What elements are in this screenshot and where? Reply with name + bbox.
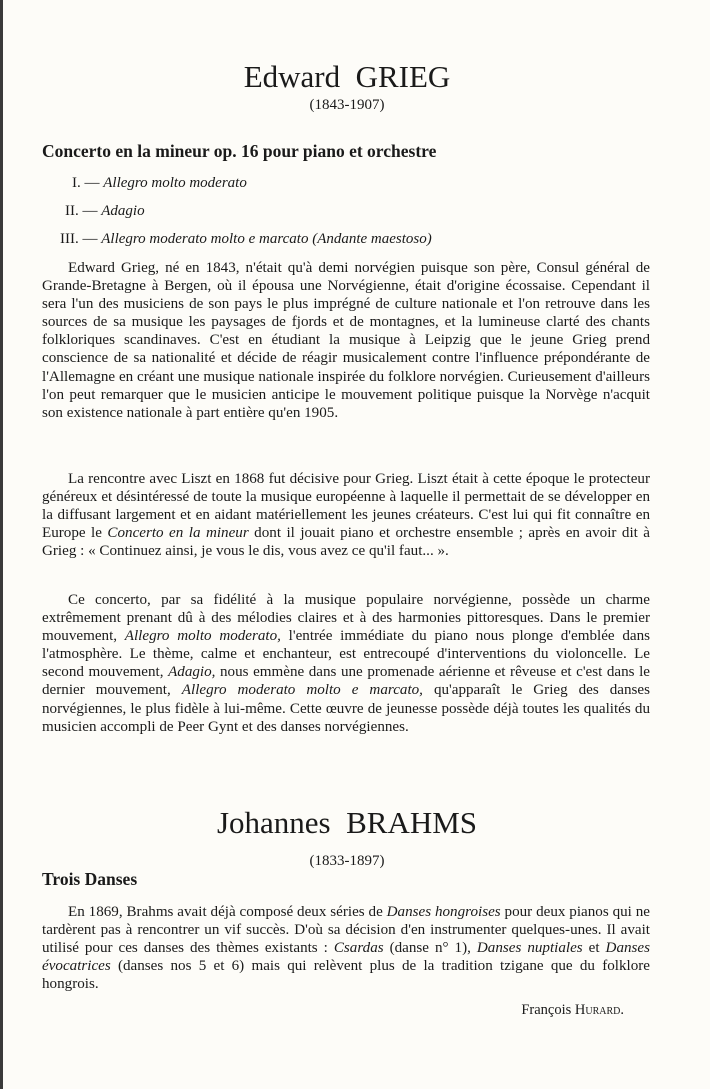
signature-first-name: François bbox=[521, 1002, 572, 1018]
italic-run: Danses hongroises bbox=[386, 904, 501, 920]
movement-3-dash: — bbox=[82, 231, 98, 247]
grieg-paragraph-3 bbox=[42, 591, 650, 736]
text-run: (danses nos 5 et 6) mais qui relèvent plus de la tradition tzigane que du folklore hongrois. bbox=[42, 958, 650, 993]
movement-2-dash: — bbox=[82, 203, 98, 219]
grieg-first-name: Edward bbox=[243, 59, 341, 94]
page-edge bbox=[0, 0, 3, 1089]
movement-1-title: Allegro molto moderato bbox=[103, 175, 247, 191]
movement-3-title: Allegro moderato molto e marcato (Andante maestoso) bbox=[101, 231, 432, 247]
concerto-title-italic: Concerto en la mineur bbox=[107, 525, 249, 542]
author-signature bbox=[521, 1002, 624, 1019]
italic-run: Allegro molto moderato, bbox=[124, 628, 281, 645]
movement-1-num: I. bbox=[72, 175, 81, 191]
grieg-dates: (1843-1907) bbox=[309, 97, 385, 113]
text-run: et bbox=[582, 940, 606, 957]
brahms-first-name: Johannes bbox=[216, 805, 331, 840]
grieg-last-name: GRIEG bbox=[355, 59, 451, 94]
brahms-last-name: BRAHMS bbox=[346, 805, 478, 840]
italic-run: Csardas bbox=[333, 940, 384, 957]
text-run: En 1869, Brahms avait déjà composé deux séries de bbox=[68, 904, 387, 920]
grieg-paragraph-2 bbox=[42, 470, 650, 560]
grieg-paragraph-1: Edward Grieg, né en 1843, n'était qu'à demi norvégien puisque son père, Consul général de Grande-Bretagne à Bergen, où il épousa une Norvégienne, était d'origine écossaise. Cependant il sera l'un des musiciens de son pays le plus imprégné de culture nationale et l'on retrouve dans les sources de sa musique les paysages de fjords et de montagnes, et la lumineuse clarté des chants folkloriques scandinaves. C'est en étudiant la musique à Leipzig que le jeune Grieg prend conscience de sa nationalité et décide de réagir musicalement contre l'influence prépondérante de l'Allemagne en créant une musique nationale inspirée du folklore norvégien. Curieusement d'ailleurs l'on peut remarquer que le musicien anticipe le mouvement politique puisque la Norvège n'acquit son existence nationale à part entière qu'en 1905. bbox=[42, 260, 650, 421]
text-run: nous emmène dans une promenade aérienne et rêveuse et c'est dans le dernier mouvement, bbox=[42, 664, 650, 699]
movement-3-num: III. bbox=[60, 231, 79, 247]
brahms-work-title: Trois Danses bbox=[42, 869, 138, 889]
movement-2-num: II. bbox=[65, 203, 79, 219]
movement-1 bbox=[72, 174, 247, 192]
text-run: l'entrée immédiate du piano nous plonge d'emblée dans l'atmosphère. Le thème, calme et enchanteur, est entrecoupé d'interventions du violoncelle. Le second mouvement, bbox=[42, 628, 650, 681]
brahms-heading bbox=[42, 805, 652, 841]
movement-2-title: Adagio bbox=[101, 203, 145, 219]
text-run: pour deux pianos qui ne tardèrent pas à rencontrer un vif succès. D'où sa décision d'en instrumenter quelques-unes. Il avait utilisé pour ces danses des thèmes existants : bbox=[42, 904, 650, 957]
signature-last-name: Hurard. bbox=[574, 1002, 624, 1018]
italic-run: Danses nuptiales bbox=[476, 940, 583, 957]
movement-2 bbox=[65, 202, 145, 220]
text-run: La rencontre avec Liszt en 1868 fut décisive pour Grieg. Liszt était à cette époque le protecteur généreux et désintéressé de toute la musique européenne à laquelle il permettait de se développer en la diffusant largement et en aidant matériellement les jeunes créateurs. C'est lui qui fit connaître en Europe le bbox=[42, 471, 650, 542]
grieg-work-title: Concerto en la mineur op. 16 pour piano et orchestre bbox=[42, 141, 437, 161]
grieg-heading bbox=[42, 59, 652, 95]
text-run: qu'apparaît le Grieg des danses norvégiennes, le plus fidèle à lui-même. Cette œuvre de jeunesse possède déjà toutes les qualités du musicien accompli de Peer Gynt et des danses norvégiennes. bbox=[42, 682, 650, 735]
text-run: dont il jouait piano et orchestre ensemble ; après en avoir dit à Grieg : « Continuez ainsi, je vous le dis, vous avez ce qu'il faut... ». bbox=[42, 525, 650, 560]
italic-run: Allegro moderato molto e marcato, bbox=[181, 682, 423, 699]
brahms-dates: (1833-1897) bbox=[309, 853, 385, 869]
brahms-paragraph bbox=[42, 903, 650, 993]
text-run: (danse n° 1), bbox=[383, 940, 477, 957]
italic-run: Adagio, bbox=[168, 664, 216, 681]
movement-3 bbox=[60, 230, 432, 248]
text-run: Ce concerto, par sa fidélité à la musique populaire norvégienne, possède un charme extrêmement prenant dû à des mélodies claires et à des harmonies pittoresques. Dans le premier mouvement, bbox=[42, 592, 650, 645]
italic-run: Danses évocatrices bbox=[42, 940, 650, 975]
movement-1-dash: — bbox=[84, 175, 100, 191]
